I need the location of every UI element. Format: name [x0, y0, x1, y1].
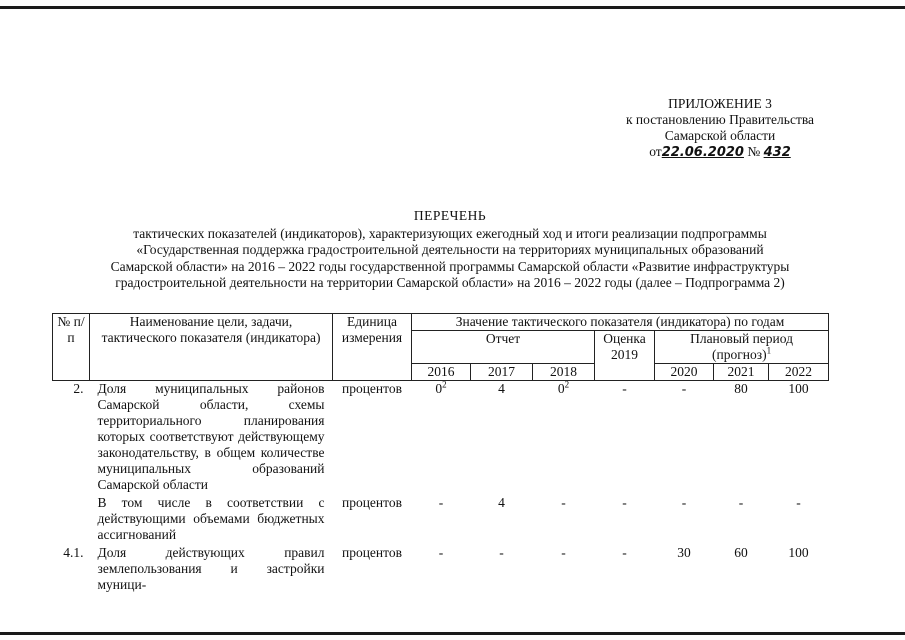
cell-2020: - [681, 495, 687, 510]
header-year-2018: 2018 [533, 364, 595, 381]
header-name: Наименование цели, задачи, тактического показателя (индикатора) [90, 314, 333, 381]
table-row [53, 543, 829, 593]
row-unit: процентов [341, 545, 402, 560]
row-name: В том числе в соответствии с действующими объемами бюджетных ассигнований [97, 495, 325, 542]
document-title: ПЕРЕЧЕНЬ [413, 208, 487, 223]
cell-2018-value: 0 [557, 381, 565, 396]
cell-2016-value: 0 [435, 381, 443, 396]
appendix-resolution: к постановлению Правительства [625, 112, 815, 127]
appendix-region: Самарской области [664, 128, 776, 143]
row-name: Доля муниципальных районов Самарской области, схемы территориального планирования которых соответствуют действующему законодательству, в общем количестве муниципальных образований Самарской области [97, 381, 325, 492]
cell-2021: - [738, 495, 744, 510]
header-plan-label: Плановый период (прогноз) [690, 331, 793, 362]
table-row [53, 493, 829, 543]
indicators-table [52, 313, 829, 593]
cell-2021: 80 [734, 381, 748, 396]
handwritten-number: 432 [763, 145, 791, 160]
document-heading [50, 208, 850, 292]
appendix-title: ПРИЛОЖЕНИЕ 3 [668, 96, 772, 111]
cell-2020: - [681, 381, 687, 396]
header-year-2017: 2017 [471, 364, 533, 381]
header-num: № п/п [53, 314, 90, 381]
cell-2018-footnote: 2 [564, 379, 570, 390]
cell-2019: - [622, 381, 627, 396]
cell-2017: 4 [498, 495, 505, 510]
cell-2016 [412, 381, 471, 494]
cell-2018: - [561, 545, 566, 560]
cell-2022: 100 [788, 545, 809, 560]
header-plan [655, 331, 829, 364]
row-num: 2. [73, 381, 84, 396]
date-prefix: от [649, 144, 662, 159]
table-row [53, 381, 829, 494]
header-year-2020: 2020 [655, 364, 714, 381]
cell-2020: 30 [677, 545, 691, 560]
handwritten-date: 22.06.2020 [661, 145, 744, 160]
cell-2018 [533, 381, 595, 494]
row-num [53, 493, 90, 543]
heading-line-2: «Государственная поддержка градостроительной деятельности на территориях муниципальных образований [136, 242, 764, 257]
heading-line-3: Самарской области» на 2016 – 2022 годы государственной программы Самарской области «Развитие инфраструктуры [110, 258, 790, 274]
row-unit: процентов [341, 495, 402, 510]
cell-2022: 100 [788, 381, 809, 396]
bottom-border-line [0, 632, 905, 635]
number-prefix: № [747, 144, 761, 159]
header-unit: Единица измерения [333, 314, 412, 381]
cell-2016-footnote: 2 [442, 379, 447, 390]
row-unit: процентов [341, 381, 402, 396]
appendix-date-line [590, 144, 850, 161]
header-plan-footnote: 1 [766, 345, 772, 356]
row-name: Доля действующих правил землепользования и застройки муници- [97, 545, 325, 592]
cell-2022: - [796, 495, 801, 510]
cell-2021: 60 [734, 545, 748, 560]
cell-2017: - [499, 545, 504, 560]
cell-2017: 4 [498, 381, 505, 396]
top-border-line [0, 6, 905, 9]
header-year-2016: 2016 [412, 364, 471, 381]
row-num: 4.1. [63, 545, 84, 560]
cell-2016: - [438, 495, 444, 510]
header-values-group: Значение тактического показателя (индикатора) по годам [412, 314, 829, 331]
header-estimate: Оценка 2019 [595, 331, 655, 381]
heading-line-4: градостроительной деятельности на территории Самарской области» на 2016 – 2022 годы (далее – Подпрограмма 2) [115, 275, 785, 290]
header-year-2022: 2022 [769, 364, 829, 381]
header-report: Отчет [412, 331, 595, 364]
appendix-block [590, 96, 850, 161]
cell-2019: - [622, 545, 627, 560]
heading-line-1: тактических показателей (индикаторов), характеризующих ежегодный ход и итоги реализации подпрограммы [133, 225, 767, 241]
cell-2019: - [622, 495, 627, 510]
header-year-2021: 2021 [714, 364, 769, 381]
cell-2016: - [438, 545, 444, 560]
cell-2018: - [561, 495, 566, 510]
